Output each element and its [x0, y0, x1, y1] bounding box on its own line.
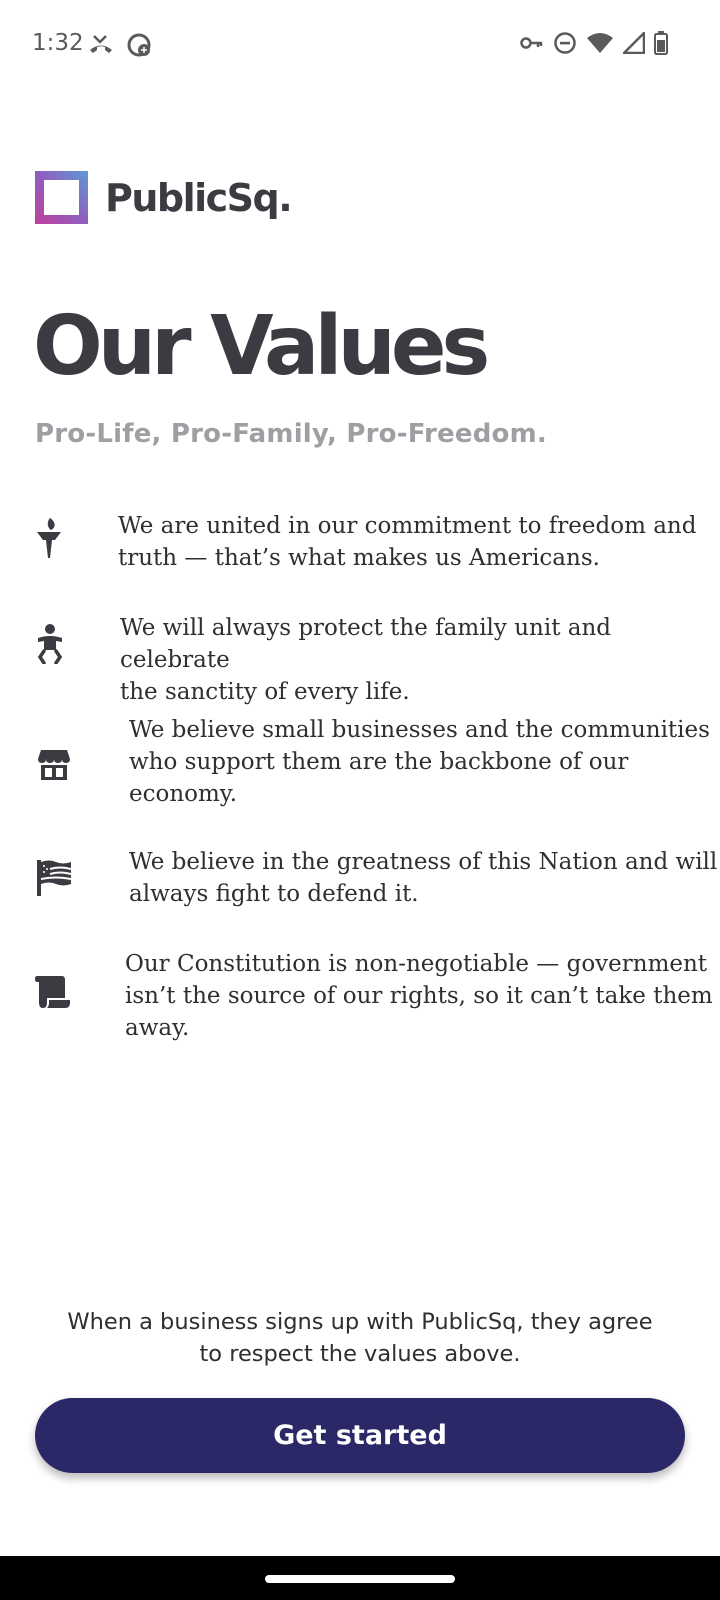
- missed-call-icon: [88, 32, 114, 58]
- vpn-key-icon: [520, 35, 544, 51]
- status-time: 1:32: [32, 30, 84, 56]
- value-item-freedom: [0, 510, 720, 574]
- home-indicator[interactable]: [265, 1575, 455, 1583]
- value-text: Our Constitution is non-negotiable — government isn’t the source of our rights, so it can’t take them away.: [125, 951, 713, 1041]
- wifi-icon: [586, 32, 614, 54]
- logo-mark-icon: [35, 171, 88, 224]
- value-text: We believe small businesses and the communities who support them are the backbone of our economy.: [129, 717, 710, 807]
- value-item-small-business: [0, 714, 720, 810]
- value-item-family: [0, 612, 720, 705]
- brand-name: PublicSq.: [105, 175, 292, 220]
- cell-signal-icon: [623, 32, 645, 54]
- brand-logo: [35, 171, 291, 224]
- get-started-button[interactable]: Get started: [35, 1398, 685, 1473]
- sync-icon: [126, 32, 152, 58]
- value-text: We will always protect the family unit and celebrate the sanctity of every life.: [120, 615, 611, 705]
- value-text: We are united in our commitment to freedom and truth — that’s what makes us Americans.: [118, 513, 697, 571]
- value-item-nation: [0, 846, 720, 910]
- do-not-disturb-icon: [553, 31, 577, 55]
- page-title: Our Values: [33, 299, 486, 394]
- footer-note: When a business signs up with PublicSq, they agree to respect the values above.: [67, 1309, 653, 1367]
- status-bar: [0, 0, 720, 90]
- value-text: We believe in the greatness of this Nation and will always fight to defend it.: [129, 849, 718, 907]
- baby-icon: [36, 624, 64, 664]
- page-subtitle: Pro-Life, Pro-Family, Pro-Freedom.: [35, 419, 547, 449]
- torch-icon: [35, 518, 63, 558]
- value-item-constitution: [0, 948, 720, 1044]
- scroll-icon: [35, 976, 71, 1008]
- storefront-icon: [38, 750, 70, 780]
- flag-icon: [37, 860, 71, 896]
- battery-icon: [654, 31, 668, 55]
